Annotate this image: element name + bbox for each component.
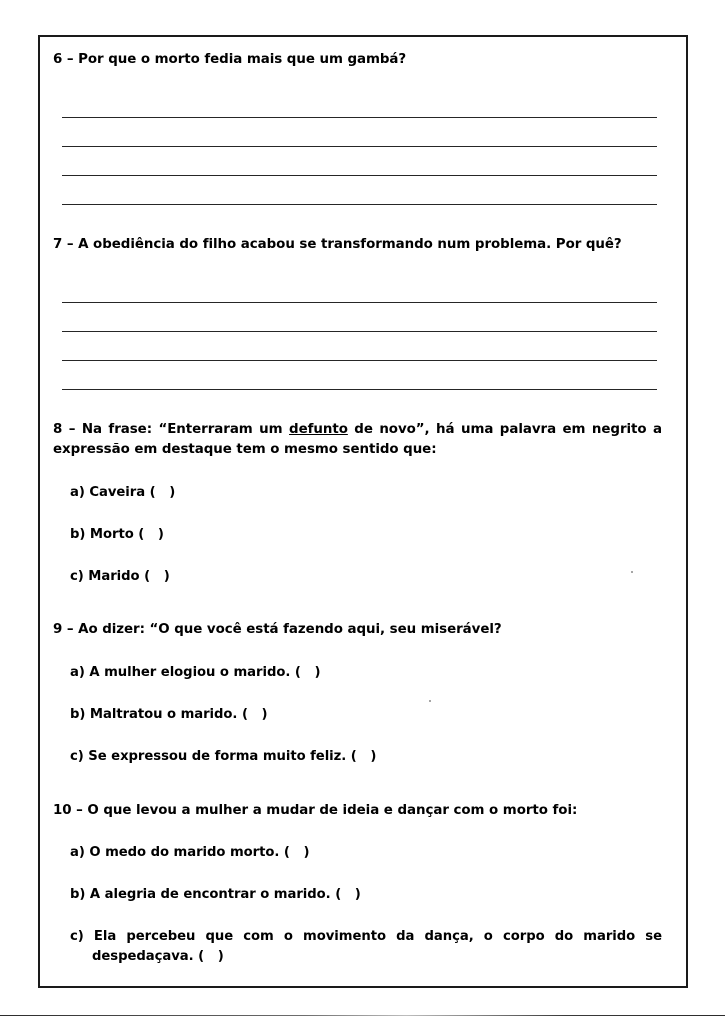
question-10-text: 10 – O que levou a mulher a mudar de ideia e dançar com o morto foi: — [53, 802, 578, 818]
option-item[interactable] — [53, 927, 666, 967]
option-label: a) — [70, 665, 85, 681]
option-item[interactable] — [53, 705, 666, 725]
option-item[interactable] — [53, 843, 666, 863]
option-label: a) — [70, 485, 85, 501]
scan-artifact-speck — [631, 571, 633, 573]
question-9-text: 9 – Ao dizer: “O que você está fazendo aqui, seu miserável? — [53, 622, 502, 638]
option-label: b) — [70, 887, 86, 903]
spacer — [53, 390, 666, 420]
option-text: Morto — [89, 526, 134, 542]
question-7-text: 7 – A obediência do filho acabou se transformando num problema. Por quê? — [53, 236, 622, 252]
question-8-options — [53, 483, 666, 586]
spacer — [53, 586, 666, 620]
worksheet-frame — [38, 35, 688, 988]
option-checkbox[interactable]: ( ) — [149, 485, 176, 501]
question-9-options — [53, 663, 666, 766]
option-label: b) — [70, 707, 86, 723]
option-checkbox[interactable]: ( ) — [350, 748, 377, 764]
answer-line[interactable] — [62, 89, 657, 118]
option-label: b) — [70, 526, 86, 542]
question-8-text-after-bold: de novo”, há uma palavra em negrito a expressão em destaque tem o mesmo sentido que: — [53, 421, 663, 458]
option-label: a) — [70, 845, 85, 861]
option-text: O medo do marido morto. — [89, 845, 280, 861]
option-checkbox[interactable]: ( ) — [138, 526, 164, 542]
question-8-text-before-bold: 8 – Na frase: “Enterraram um — [53, 421, 290, 437]
option-label: c) — [70, 748, 84, 764]
option-text: Caveira — [89, 485, 146, 501]
question-block-7 — [53, 235, 666, 390]
option-text: Se expressou de forma muito feliz. — [88, 748, 347, 764]
scan-artifact-line — [0, 1015, 725, 1016]
option-text: A mulher elogiou o marido. — [89, 665, 291, 681]
question-block-6 — [53, 50, 666, 205]
option-text: Marido — [88, 568, 140, 584]
spacer — [53, 205, 666, 235]
question-block-9 — [53, 620, 666, 766]
option-checkbox[interactable]: ( ) — [144, 568, 170, 584]
answer-line[interactable] — [62, 147, 657, 176]
question-10-options — [53, 843, 666, 966]
answer-line[interactable] — [62, 361, 657, 390]
answer-line[interactable] — [62, 303, 657, 332]
option-checkbox[interactable]: ( ) — [241, 707, 268, 723]
option-item[interactable] — [53, 483, 666, 503]
answer-line[interactable] — [62, 118, 657, 147]
option-checkbox[interactable]: ( ) — [198, 948, 224, 964]
option-label: c) — [70, 568, 84, 584]
question-block-8 — [53, 420, 666, 587]
option-text: Ela percebeu que com o movimento da dança, o corpo do marido se despedaçava. — [92, 928, 662, 964]
option-checkbox[interactable]: ( ) — [294, 665, 321, 681]
option-text: Maltratou o marido. — [89, 707, 238, 723]
worksheet-content — [40, 37, 686, 986]
option-item[interactable] — [53, 663, 666, 683]
option-item[interactable] — [53, 885, 666, 905]
answer-line[interactable] — [62, 332, 657, 361]
option-item[interactable] — [53, 567, 666, 587]
question-6-answer-lines — [53, 89, 666, 205]
option-text: A alegria de encontrar o marido. — [89, 887, 331, 903]
question-7-answer-lines — [53, 274, 666, 390]
option-label: c) — [70, 928, 84, 944]
question-8-highlighted-word: defunto — [289, 421, 348, 437]
question-block-10 — [53, 801, 666, 967]
option-item[interactable] — [53, 525, 666, 545]
question-8-text — [53, 420, 666, 462]
question-6-text: 6 – Por que o morto fedia mais que um gambá? — [53, 52, 407, 67]
option-checkbox[interactable]: ( ) — [335, 887, 361, 903]
answer-line[interactable] — [62, 274, 657, 303]
scan-artifact-speck — [429, 700, 431, 702]
spacer — [53, 767, 666, 801]
option-checkbox[interactable]: ( ) — [283, 845, 310, 861]
option-item[interactable] — [53, 747, 666, 767]
answer-line[interactable] — [62, 176, 657, 205]
